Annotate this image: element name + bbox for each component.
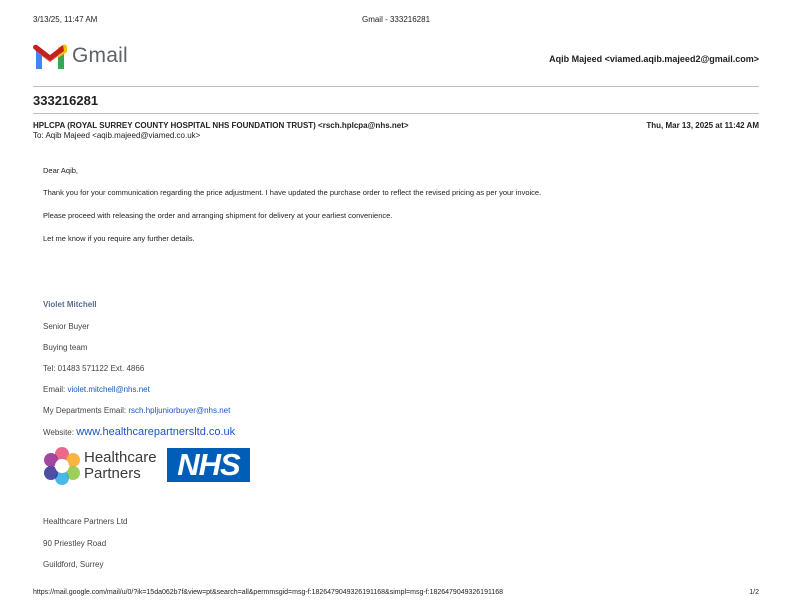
print-page-number: 1/2 [749, 589, 759, 596]
signature-email-link[interactable]: violet.mitchell@nhs.net [67, 385, 150, 394]
healthcare-partners-logo-icon [42, 447, 82, 485]
email-to: To: Aqib Majeed <aqib.majeed@viamed.co.uk> [33, 131, 201, 140]
account-identity: Aqib Majeed <viamed.aqib.majeed2@gmail.com> [549, 54, 759, 64]
email-from: HPLCPA (ROYAL SURREY COUNTY HOSPITAL NHS FOUNDATION TRUST) <rsch.hplcpa@nhs.net> [33, 121, 409, 130]
email-paragraph: Let me know if you require any further details. [43, 234, 195, 243]
email-subject: 333216281 [33, 93, 99, 108]
signature-address-line2: Guildford, Surrey [43, 560, 104, 569]
gmail-wordmark: Gmail [72, 44, 128, 67]
signature-team: Buying team [43, 343, 88, 352]
print-datetime: 3/13/25, 11:47 AM [33, 15, 98, 24]
print-title: Gmail - 333216281 [361, 15, 431, 24]
signature-website-label: Website: [43, 428, 77, 437]
divider [33, 113, 759, 114]
signature-address-line1: 90 Priestley Road [43, 539, 107, 548]
signature-website-line [43, 426, 235, 438]
signature-email-label: Email: [43, 385, 68, 394]
signature-dept-label: My Departments Email: [43, 406, 129, 415]
email-paragraph: Thank you for your communication regarding the price adjustment. I have updated the purchase order to reflect the revised pricing as per your invoice. [43, 188, 542, 197]
signature-dept-email-link[interactable]: rsch.hpljuniorbuyer@nhs.net [128, 406, 231, 415]
nhs-logo: NHS [167, 448, 250, 482]
signature-dept-email-line [43, 406, 230, 415]
signature-role: Senior Buyer [43, 322, 90, 331]
email-paragraph: Please proceed with releasing the order and arranging shipment for delivery at your earliest convenience. [43, 211, 393, 220]
divider [33, 86, 759, 87]
email-greeting: Dear Aqib, [43, 166, 79, 175]
email-date: Thu, Mar 13, 2025 at 11:42 AM [646, 121, 759, 130]
gmail-logo-icon[interactable] [33, 44, 67, 70]
signature-website-link[interactable]: www.healthcarepartnersltd.co.uk [76, 426, 236, 438]
signature-name: Violet Mitchell [43, 300, 97, 309]
healthcare-partners-logo-text: Healthcare Partners [84, 449, 157, 482]
signature-company: Healthcare Partners Ltd [43, 517, 128, 526]
print-footer-url: https://mail.google.com/mail/u/0/?ik=15da062b7f&view=pt&search=all&permmsgid=msg-f:1826479049326191168&simpl=msg-f:1826479049326191168 [33, 589, 504, 596]
signature-email-line [43, 385, 150, 394]
signature-phone: Tel: 01483 571122 Ext. 4866 [43, 364, 145, 373]
